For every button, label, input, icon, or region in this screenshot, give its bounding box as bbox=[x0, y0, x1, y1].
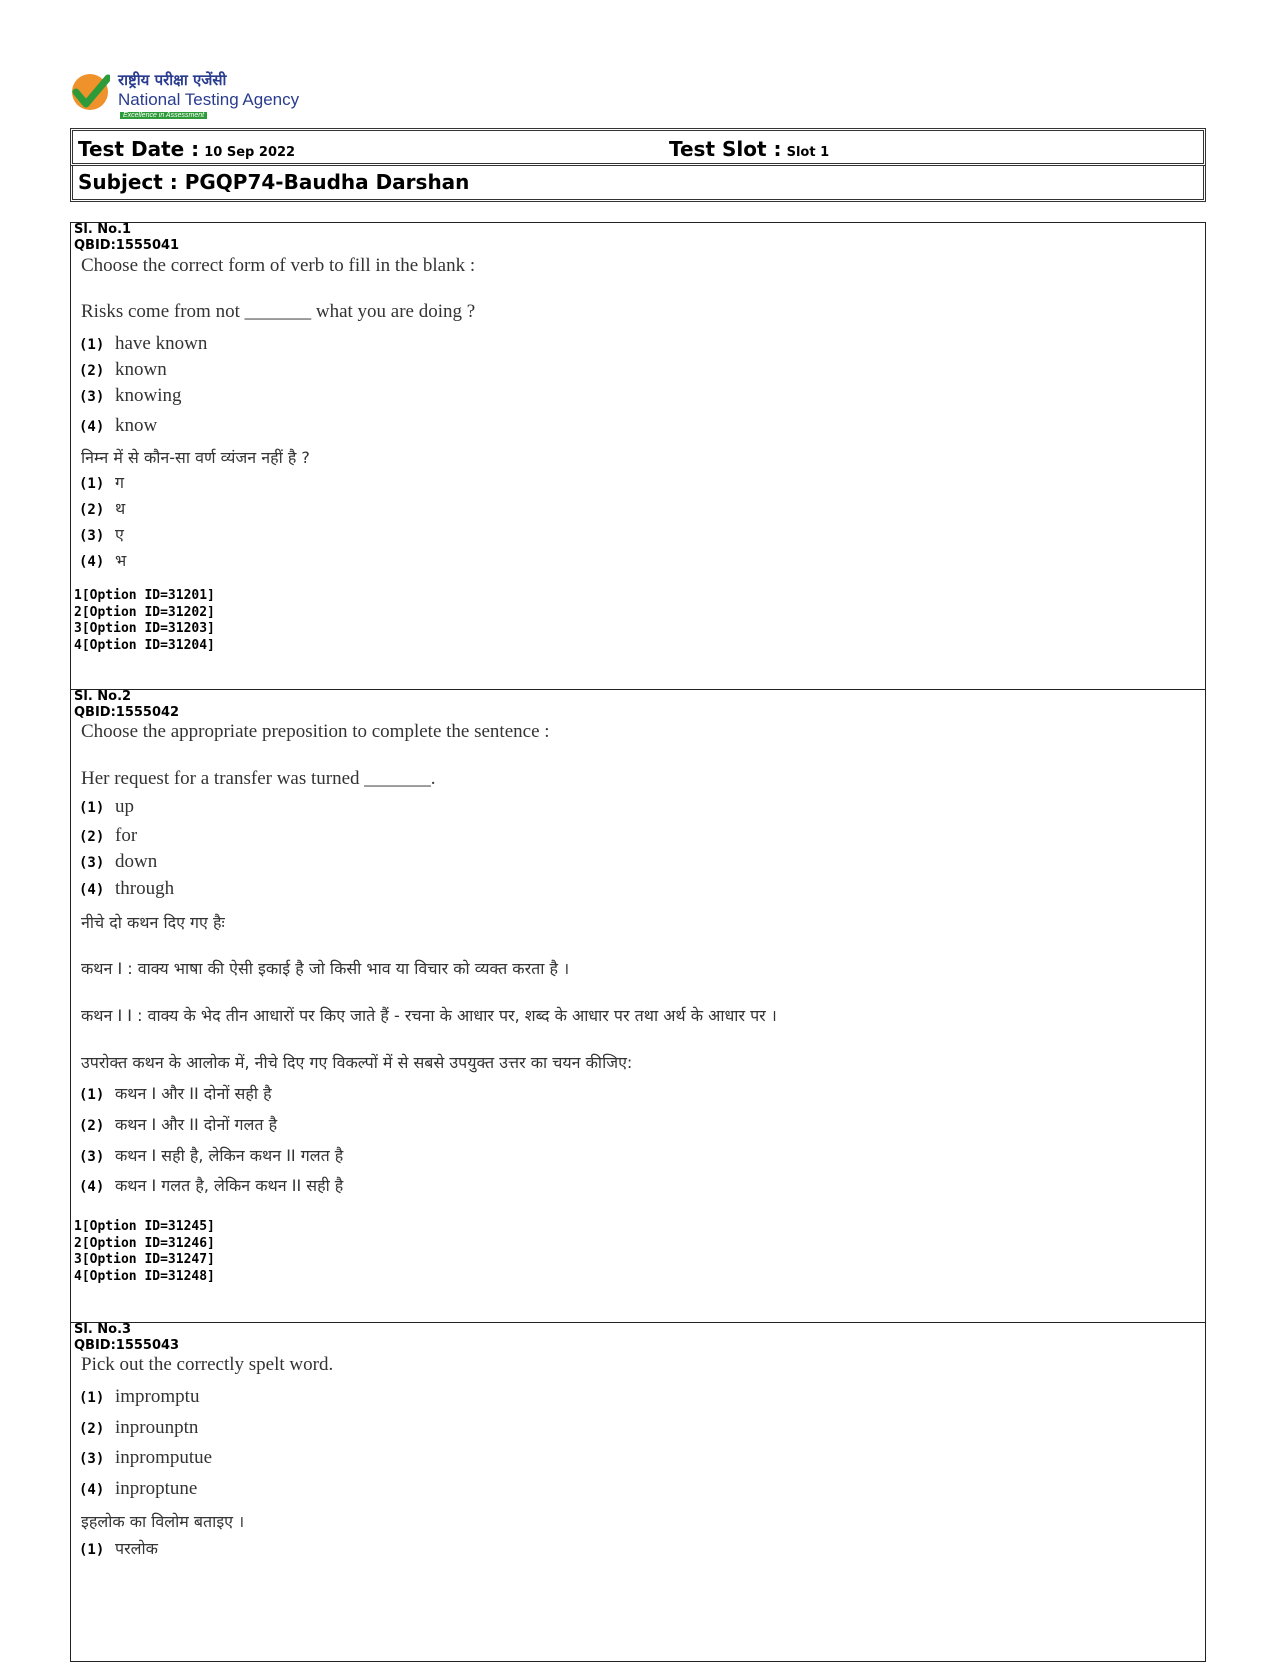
test-date-label: Test Date : bbox=[78, 137, 200, 161]
question-block bbox=[70, 689, 1206, 1323]
question-stem-hi: नीचे दो कथन दिए गए हैः bbox=[81, 913, 225, 932]
option-id: 2[Option ID=31202] bbox=[74, 604, 215, 620]
option-item: (2) inprounptn bbox=[79, 1417, 199, 1438]
statement-2: कथन I I : वाक्य के भेद तीन आधारों पर किए जाते हैं - रचना के आधार पर, शब्द के आधार पर तथा अर्थ के आधार पर । bbox=[81, 1006, 777, 1025]
statement-1: कथन I : वाक्य भाषा की ऐसी इकाई है जो किसी भाव या विचार को व्यक्त करता है । bbox=[81, 959, 570, 978]
option-item: (2) for bbox=[79, 825, 138, 846]
option-item: (4) know bbox=[79, 415, 158, 436]
option-id: 1[Option ID=31245] bbox=[74, 1219, 215, 1234]
question-instruction: उपरोक्त कथन के आलोक में, नीचे दिए गए विकल्पों में से सबसे उपयुक्त उत्तर का चयन कीजिए: bbox=[81, 1053, 633, 1072]
option-item: (1) कथन I और II दोनों सही है bbox=[79, 1084, 272, 1103]
qbid: QBID:1555041 bbox=[74, 238, 180, 253]
option-item: (4) inproptune bbox=[79, 1478, 198, 1499]
nta-logo bbox=[70, 70, 370, 122]
test-slot-value: Slot 1 bbox=[786, 145, 830, 160]
option-item: (3) कथन I सही है, लेकिन कथन II गलत है bbox=[79, 1146, 344, 1165]
option-item: (3) down bbox=[79, 851, 158, 872]
sl-no: Sl. No.3 bbox=[74, 1322, 132, 1337]
option-id: 4[Option ID=31248] bbox=[74, 1268, 215, 1284]
logo-tagline: Excellence in Assessment bbox=[120, 112, 207, 119]
option-id: 2[Option ID=31246] bbox=[74, 1235, 215, 1251]
option-item: (1) up bbox=[79, 796, 134, 817]
question-stem-en: Choose the correct form of verb to fill in the blank : bbox=[81, 255, 476, 276]
option-ids bbox=[74, 1219, 215, 1285]
question-stem-hi: निम्न में से कौन-सा वर्ण व्यंजन नहीं है ? bbox=[81, 448, 310, 467]
option-item: (1) ग bbox=[79, 473, 125, 492]
qbid: QBID:1555042 bbox=[74, 705, 180, 720]
sl-no: Sl. No.2 bbox=[74, 689, 132, 704]
logo-hindi-text: राष्ट्रीय परीक्षा एजेंसी bbox=[118, 71, 227, 89]
question-stem-en: Risks come from not _______ what you are doing ? bbox=[81, 301, 476, 322]
option-id: 3[Option ID=31247] bbox=[74, 1252, 215, 1267]
test-slot-label: Test Slot : bbox=[669, 137, 782, 161]
question-stem-en: Pick out the correctly spelt word. bbox=[81, 1354, 334, 1375]
option-item: (2) known bbox=[79, 359, 167, 380]
question-block bbox=[70, 1322, 1206, 1662]
option-item: (2) कथन I और II दोनों गलत है bbox=[79, 1115, 278, 1134]
question-stem-en: Her request for a transfer was turned _______. bbox=[81, 768, 436, 789]
test-date-value: 10 Sep 2022 bbox=[204, 145, 296, 160]
option-item: (3) knowing bbox=[79, 385, 182, 406]
option-item: (2) थ bbox=[79, 499, 126, 518]
test-info-row bbox=[70, 128, 1206, 166]
nta-checkmark-icon bbox=[70, 72, 110, 112]
test-date bbox=[78, 137, 295, 161]
subject-row bbox=[70, 166, 1206, 202]
option-ids bbox=[74, 588, 215, 654]
option-item: (3) ए bbox=[79, 525, 124, 544]
option-id: 4[Option ID=31204] bbox=[74, 637, 215, 653]
question-block bbox=[70, 222, 1206, 690]
test-slot bbox=[669, 137, 829, 161]
option-item: (1) have known bbox=[79, 333, 208, 354]
option-item: (4) कथन I गलत है, लेकिन कथन II सही है bbox=[79, 1176, 344, 1195]
subject-title: Subject : PGQP74-Baudha Darshan bbox=[78, 170, 470, 194]
sl-no: Sl. No.1 bbox=[74, 222, 132, 237]
option-id: 1[Option ID=31201] bbox=[74, 588, 215, 603]
question-stem-hi: इहलोक का विलोम बताइए । bbox=[81, 1512, 245, 1531]
question-stem-en: Choose the appropriate preposition to complete the sentence : bbox=[81, 721, 550, 742]
option-item: (4) भ bbox=[79, 551, 127, 570]
qbid: QBID:1555043 bbox=[74, 1338, 180, 1353]
option-item: (4) through bbox=[79, 878, 175, 899]
option-item: (1) impromptu bbox=[79, 1386, 200, 1407]
option-item: (3) inpromputue bbox=[79, 1447, 213, 1468]
option-id: 3[Option ID=31203] bbox=[74, 621, 215, 636]
option-item: (1) परलोक bbox=[79, 1539, 158, 1558]
logo-english-text: National Testing Agency bbox=[118, 90, 300, 109]
